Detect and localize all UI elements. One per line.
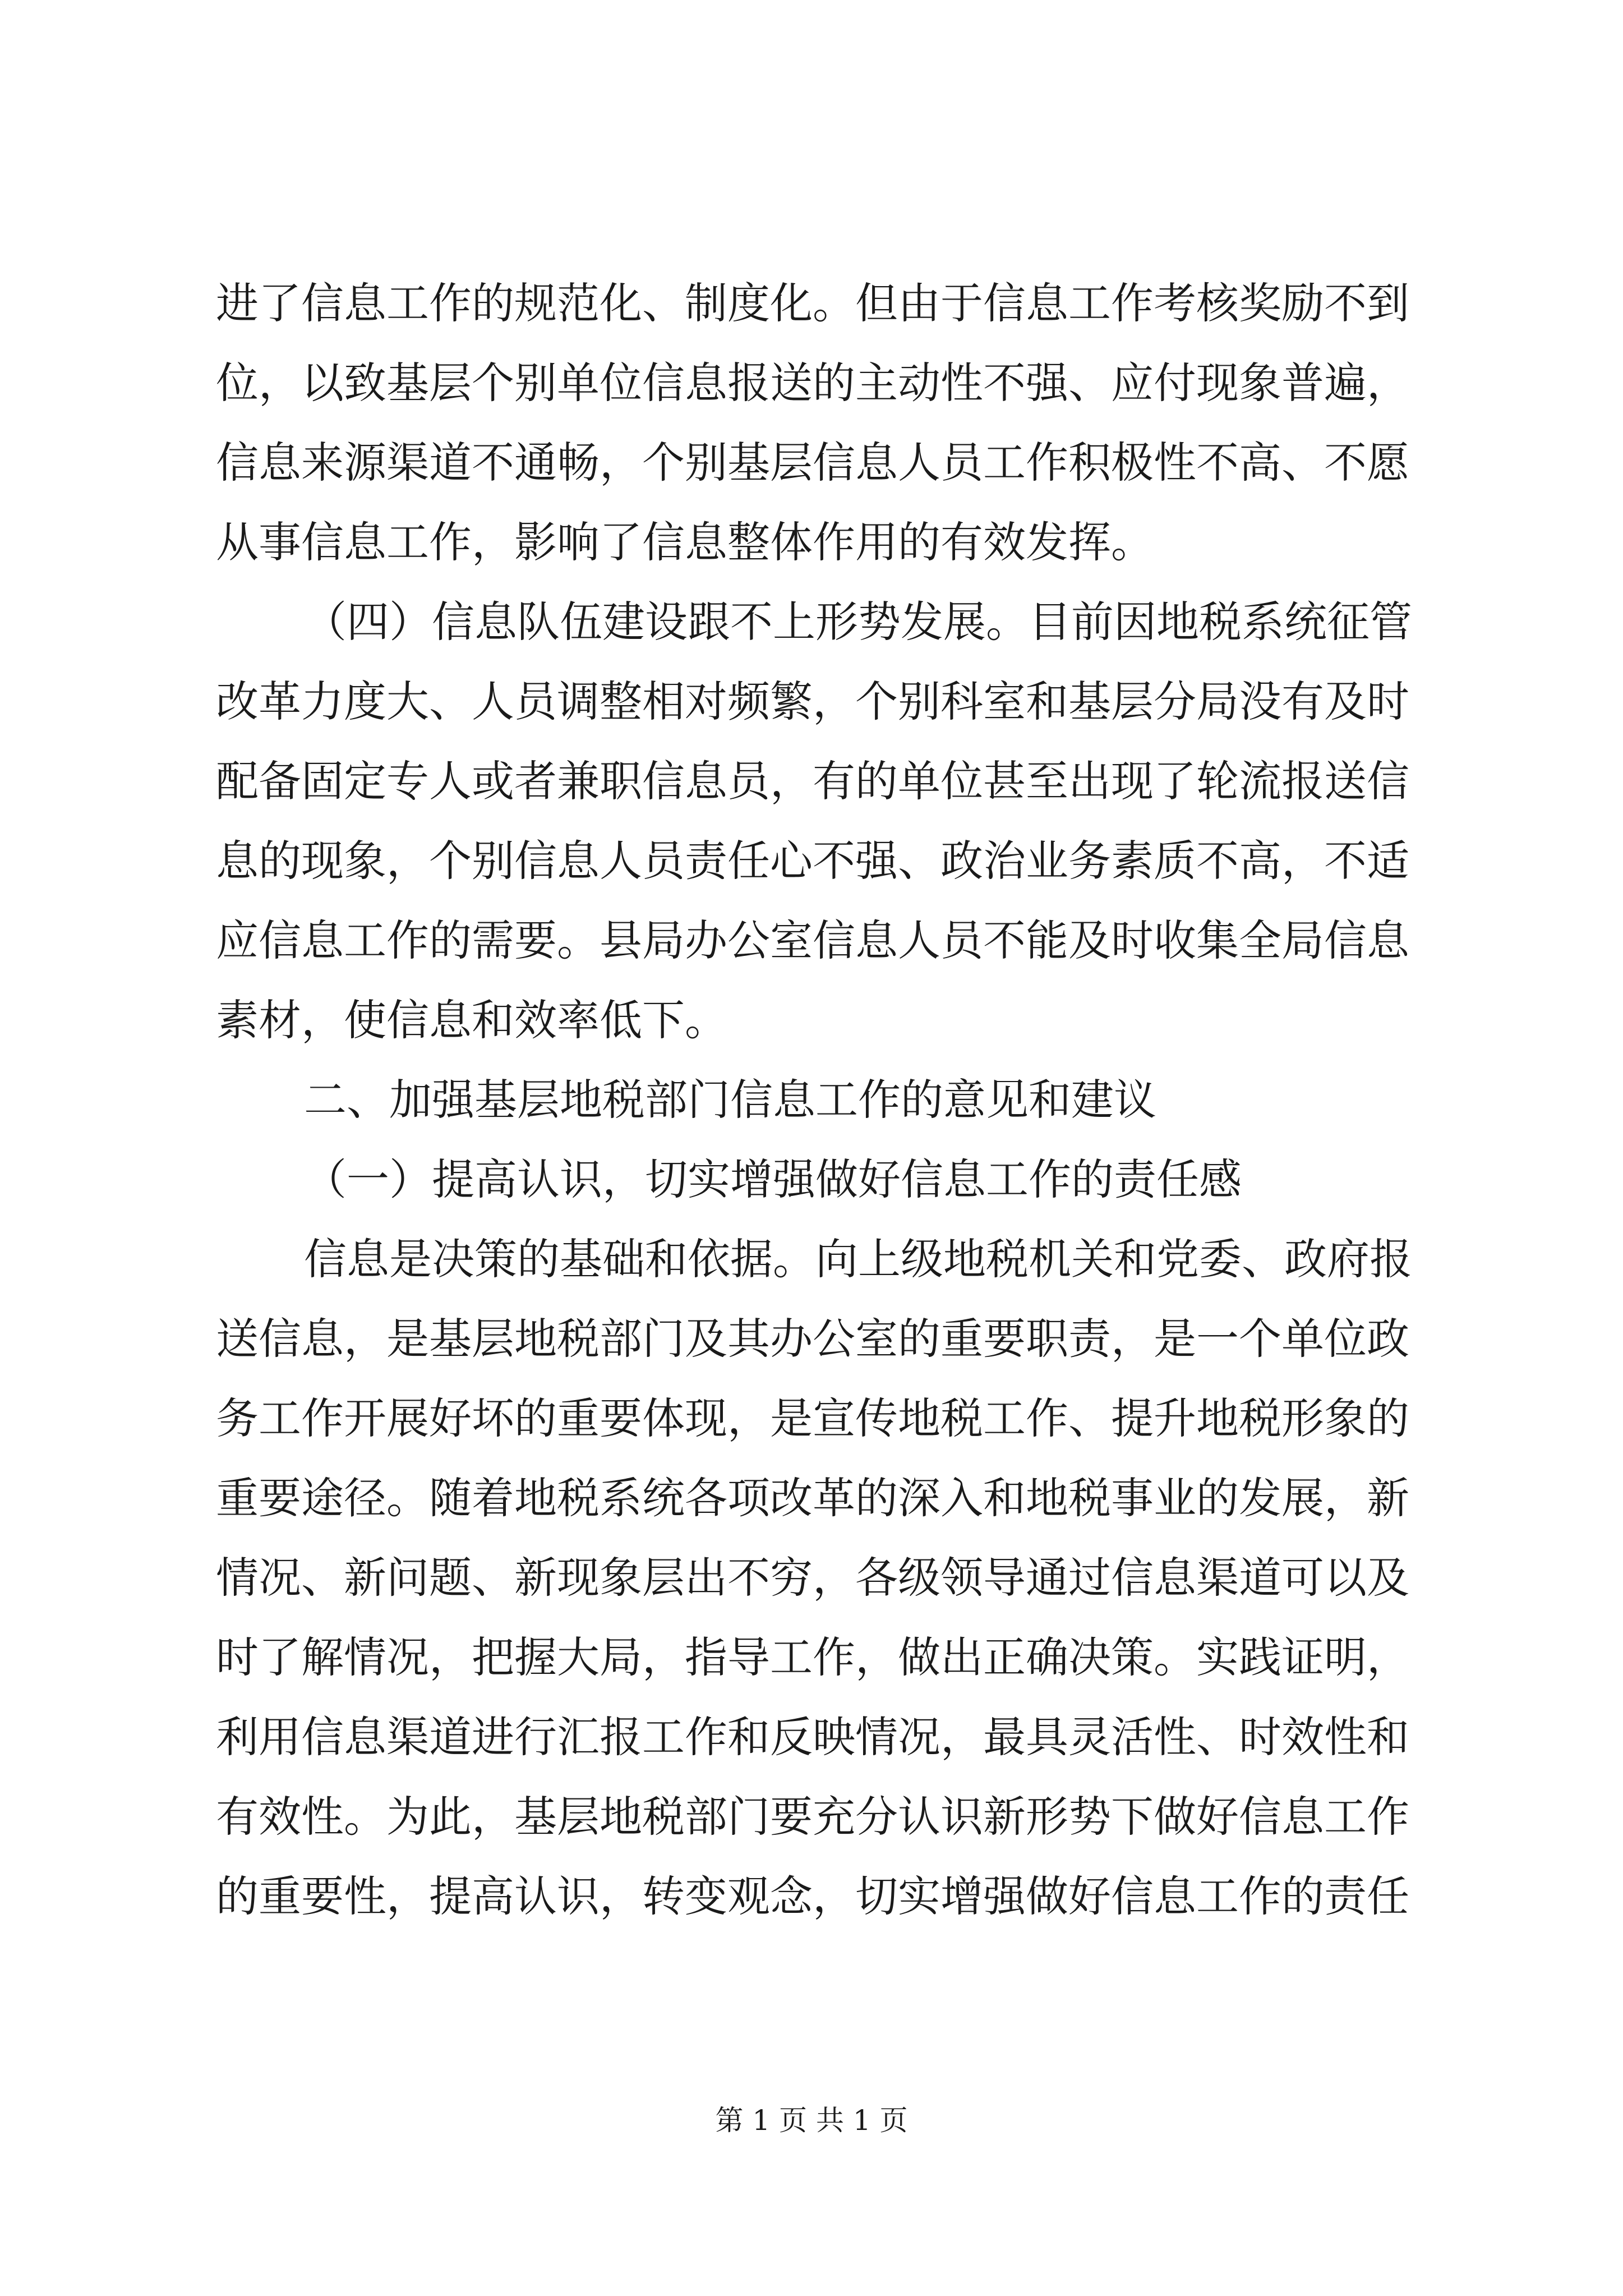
text-line: 的重要性，提高认识，转变观念，切实增强做好信息工作的责任 xyxy=(216,1871,1409,1921)
text-line: 从事信息工作，影响了信息整体作用的有效发挥。 xyxy=(216,517,1154,567)
text-line: 有效性。为此，基层地税部门要充分认识新形势下做好信息工作 xyxy=(216,1792,1409,1842)
text-line: 配备固定专人或者兼职信息员，有的单位甚至出现了轮流报送信 xyxy=(216,756,1409,806)
text-line: 位，以致基层个别单位信息报送的主动性不强、应付现象普遍， xyxy=(216,358,1409,408)
text-line: 素材，使信息和效率低下。 xyxy=(216,995,727,1045)
page-footer: 第 1 页 共 1 页 xyxy=(715,2104,908,2137)
text-line: 信息来源渠道不通畅，个别基层信息人员工作积极性不高、不愿 xyxy=(216,438,1409,487)
text-line: 信息是决策的基础和依据。向上级地税机关和党委、政府报 xyxy=(304,1234,1412,1284)
text-line: 利用信息渠道进行汇报工作和反映情况，最具灵活性、时效性和 xyxy=(216,1712,1409,1762)
body-text xyxy=(216,264,1416,1936)
text-line: 务工作开展好坏的重要体现，是宣传地税工作、提升地税形象的 xyxy=(216,1393,1409,1443)
section-heading: 二、加强基层地税部门信息工作的意见和建议 xyxy=(304,1075,1156,1125)
text-line: 进了信息工作的规范化、制度化。但由于信息工作考核奖励不到 xyxy=(216,278,1409,328)
text-line: 应信息工作的需要。县局办公室信息人员不能及时收集全局信息 xyxy=(216,915,1409,965)
text-line: 息的现象，个别信息人员责任心不强、政治业务素质不高，不适 xyxy=(216,836,1409,886)
text-line: 情况、新问题、新现象层出不穷，各级领导通过信息渠道可以及 xyxy=(216,1553,1409,1603)
text-line: 送信息，是基层地税部门及其办公室的重要职责，是一个单位政 xyxy=(216,1314,1409,1364)
text-line: （四）信息队伍建设跟不上形势发展。目前因地税系统征管 xyxy=(304,597,1412,647)
text-line: 重要途径。随着地税系统各项改革的深入和地税事业的发展，新 xyxy=(216,1473,1409,1523)
text-line: 改革力度大、人员调整相对频繁，个别科室和基层分局没有及时 xyxy=(216,677,1409,726)
text-line: 时了解情况，把握大局，指导工作，做出正确决策。实践证明， xyxy=(216,1632,1409,1682)
subsection-heading: （一）提高认识，切实增强做好信息工作的责任感 xyxy=(304,1154,1242,1204)
